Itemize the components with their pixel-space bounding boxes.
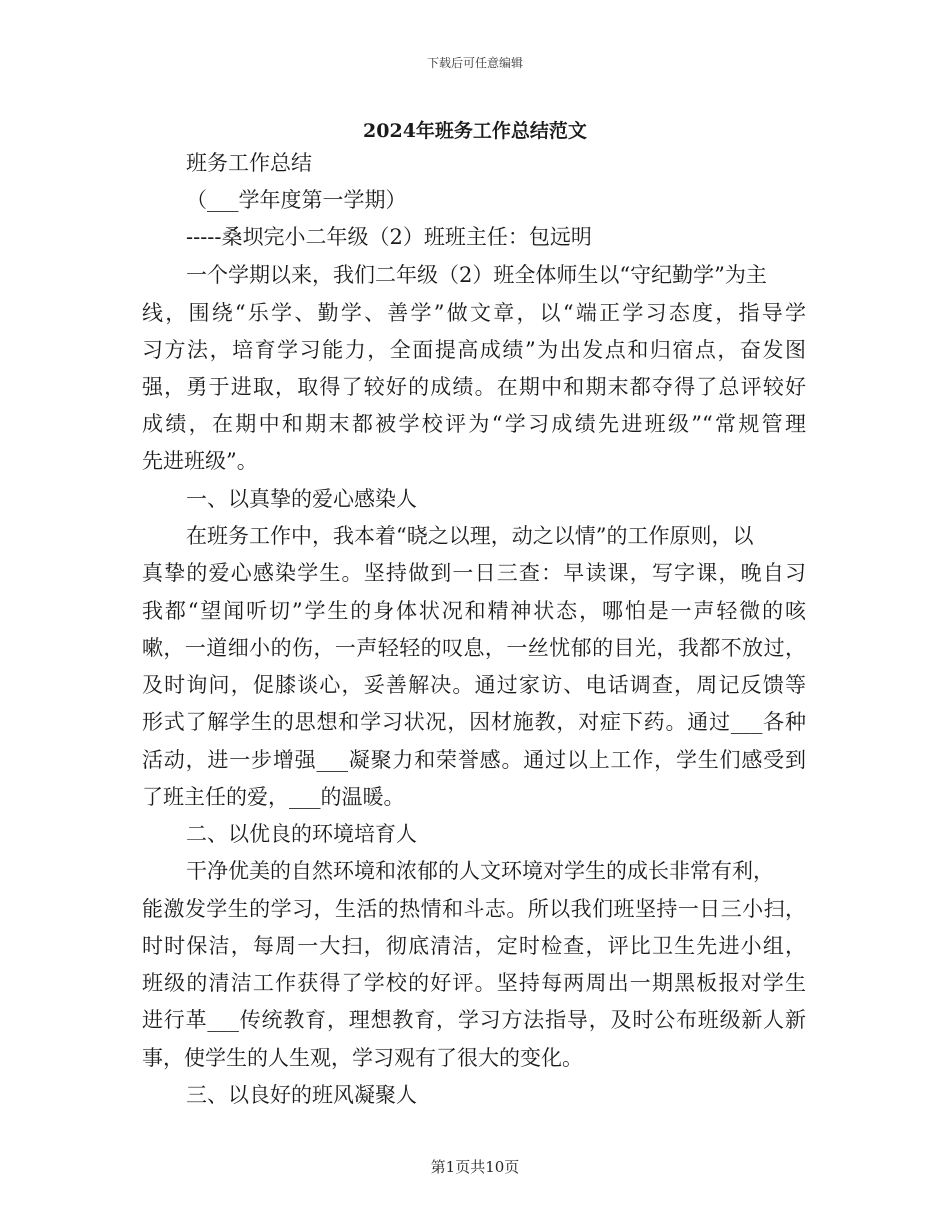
paragraph-line: 活动，进一步增强___凝聚力和荣誉感。通过以上工作，学生们感受到: [142, 748, 806, 772]
page-number: 第1页共10页: [430, 1158, 520, 1176]
paragraph-line: 强，勇于进取，取得了较好的成绩。在期中和期末都夺得了总评较好: [142, 375, 806, 399]
page-header-note: 下载后可任意编辑: [426, 56, 523, 70]
paragraph-line: 线，围绕“乐学、勤学、善学”做文章，以“端正学习态度，指导学: [142, 301, 806, 325]
paragraph-line: 时时保洁，每周一大扫，彻底清洁，定时检查，评比卫生先进小组，: [142, 934, 806, 958]
author-line: -----桑坝完小二年级（2）班班主任：包远明: [186, 225, 592, 249]
paragraph-line: 能激发学生的学习，生活的热情和斗志。所以我们班坚持一日三小扫，: [142, 897, 806, 921]
paragraph-line: 一个学期以来，我们二年级（2）班全体师生以“守纪勤学”为主: [186, 263, 767, 287]
paragraph-line: 先进班级”。: [142, 449, 258, 473]
paragraph-line: 形式了解学生的思想和学习状况，因材施教，对症下药。通过___各种: [142, 710, 806, 734]
paragraph-line: 我都“望闻听切”学生的身体状况和精神状态，哪怕是一声轻微的咳: [142, 599, 806, 623]
paragraph-line: 班级的清洁工作获得了学校的好评。坚持每两周出一期黑板报对学生: [142, 971, 806, 995]
section-heading: 一、以真挚的爱心感染人: [186, 487, 417, 511]
paragraph-line: 了班主任的爱，___的温暖。: [142, 785, 405, 809]
paragraph-line: 事，使学生的人生观，学习观有了很大的变化。: [142, 1046, 583, 1070]
paragraph-line: 嗽，一道细小的伤，一声轻轻的叹息，一丝忧郁的目光，我都不放过，: [142, 636, 806, 660]
paragraph-line: 干净优美的自然环境和浓郁的人文环境对学生的成长非常有利，: [186, 859, 774, 883]
paragraph-line: 真挚的爱心感染学生。坚持做到一日三查：早读课，写字课，晚自习: [142, 561, 806, 585]
subtitle-line: 班务工作总结: [186, 151, 312, 175]
paragraph-line: 成绩，在期中和期末都被学校评为“学习成绩先进班级”“常规管理: [142, 412, 806, 436]
paragraph-line: 习方法，培育学习能力，全面提高成绩”为出发点和归宿点，奋发图: [142, 338, 806, 362]
paragraph-line: 在班务工作中，我本着“晓之以理，动之以情”的工作原则，以: [186, 524, 754, 548]
document-title: 2024年班务工作总结范文: [363, 120, 587, 142]
term-line: （___学年度第一学期）: [186, 188, 407, 212]
paragraph-line: 进行革___传统教育，理想教育，学习方法指导，及时公布班级新人新: [142, 1008, 806, 1032]
section-heading: 二、以优良的环境培育人: [186, 822, 417, 846]
paragraph-line: 及时询问，促膝谈心，妥善解决。通过家访、电话调查，周记反馈等: [142, 673, 806, 697]
section-heading: 三、以良好的班风凝聚人: [186, 1083, 417, 1107]
